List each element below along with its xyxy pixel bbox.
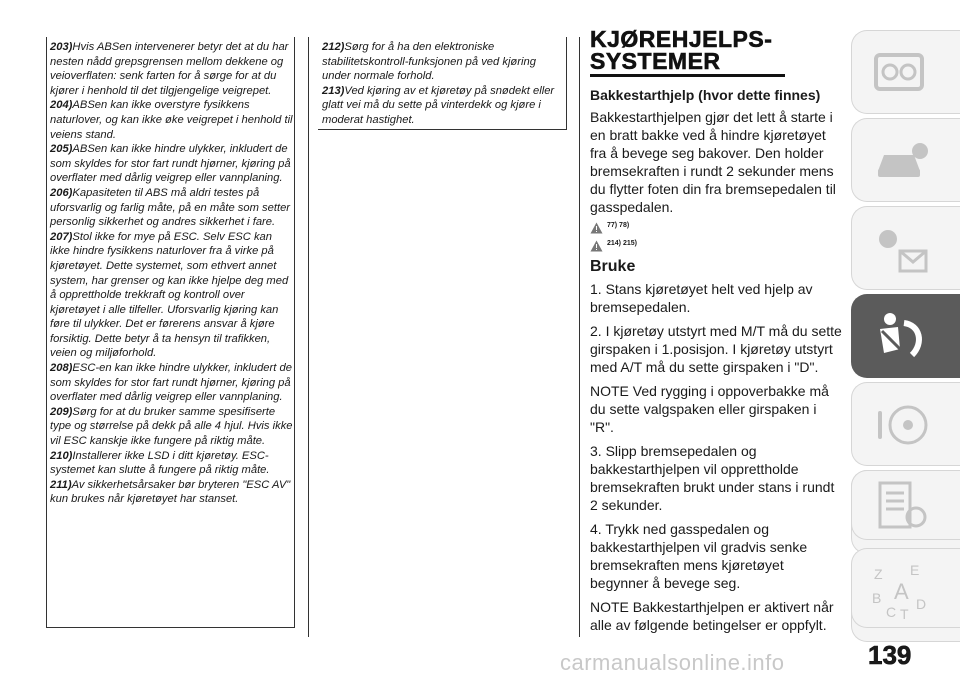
tab-driving[interactable]: [851, 382, 960, 466]
step-2: 2. I kjøretøy utstyrt med M/T må du sette girspaken i 1.posisjon. I kjøretøy utstyrt med A/T må du sette girspaken i "D".: [590, 323, 842, 375]
car-info-icon: [870, 133, 932, 189]
index-letter: Z: [874, 566, 883, 582]
step-4: 4. Trykk ned gasspedalen og bakkestarthjelpen vil gradvis senke bremsekraften mens kjøretøyet begynner å bevege seg.: [590, 521, 808, 591]
warnings-column-2: [322, 40, 565, 128]
technical-data-icon: [870, 479, 932, 535]
page-number: 139: [868, 640, 912, 670]
title-rule: [590, 74, 785, 77]
column-divider: [579, 37, 580, 637]
note-2: NOTE Bakkestarthjelpen er aktivert når alle av følgende betingelser er oppfylt.: [590, 599, 834, 633]
tab-index[interactable]: [851, 548, 960, 628]
seatbelt-airbag-icon: [870, 309, 932, 365]
intro-paragraph: Bakkestarthjelpen gjør det lett å starte i en bratt bakke ved å hindre kjøretøyet fra å bevege seg bakover. Den holder bremsekraften i rundt 2 sekunder mens du flytter foten din fra bremsepedalen til gasspedalen.: [590, 109, 836, 215]
warning-item: 206)Kapasiteten til ABS må aldri testes på uforsvarlig og farlig måte, på en måte som setter personlig sikkerhet og andres sikkerhet i fare.: [50, 186, 291, 229]
warning-item: 209)Sørg for at du bruker samme spesifiserte type og størrelse på dekk på alle 4 hjul. Hvis ikke vil ESC kanskje ikke fungere på riktig måte.: [50, 405, 293, 448]
step-3: 3. Slipp bremsepedalen og bakkestarthjelpen vil opprettholde bremsekraften brukt under stans i rundt 2 sekunder.: [590, 443, 835, 513]
section-subtitle: Bakkestarthjelp (hvor dette finnes): [590, 87, 821, 103]
index-letter: C: [886, 604, 897, 619]
driving-assist-section: [590, 28, 842, 640]
warning-triangle-icon: [590, 222, 603, 234]
index-letter: A: [894, 579, 909, 604]
warning-item: 212)Sørg for å ha den elektroniske stabilitetskontroll-funksjonen på ved kjøring under normale forhold.: [322, 41, 536, 83]
warning-item: 205)ABSen kan ikke hindre ulykker, inkludert de som skyldes for stor fart rundt hjørner, kjøring på overflater med dårlig veigrep eller vannplaning.: [50, 143, 291, 185]
tab-technical-data[interactable]: [851, 470, 960, 540]
note-1: NOTE Ved rygging i oppoverbakke må du sette valgspaken eller girspaken i "R".: [590, 383, 829, 435]
warning-item: 210)Installerer ikke LSD i ditt kjøretøy. ESC-systemet kan slutte å fungere på riktig måte.: [50, 449, 270, 477]
tab-car-info[interactable]: [851, 118, 960, 202]
tab-dashboard[interactable]: [851, 30, 960, 114]
index-letter: D: [916, 596, 927, 612]
warning-item: 213)Ved kjøring av et kjøretøy på snødekt eller glatt vei må du sette på vinterdekk og kjøre i moderat hastighet.: [322, 84, 555, 126]
index-letter: T: [900, 606, 909, 619]
warning-item: 211)Av sikkerhetsårsaker bør bryteren "ESC AV" kun brukes når kjøretøyet har stanset.: [50, 478, 291, 506]
light-signal-icon: [870, 221, 932, 277]
tab-safety[interactable]: [851, 294, 960, 378]
warning-item: 203)Hvis ABSen intervenerer betyr det at du har nesten nådd grepsgrensen mellom dekkene og veioverflaten: senk farten for å sørge for at du kjører i henhold til det tilgjengelige veigrepet.: [50, 41, 289, 97]
reference-77-78: 77) 78): [590, 222, 842, 234]
index-letter: B: [872, 590, 882, 606]
section-title: KJØREHJELPS- SYSTEMER: [590, 26, 773, 74]
tab-lights[interactable]: [851, 206, 960, 290]
index-letter: E: [910, 563, 920, 578]
warnings-column-1: [50, 40, 294, 507]
use-heading: Bruke: [590, 258, 636, 275]
warning-item: 208)ESC-en kan ikke hindre ulykker, inkludert de som skyldes for stor fart rundt hjørner, kjøring på overflater med dårlig veigrep eller vannplaning.: [50, 362, 292, 404]
warning-item: 207)Stol ikke for mye på ESC. Selv ESC kan ikke hindre fysikkens naturlover fra å virke på kjøretøyet. Dette systemet, som ethvert annet system, har grenser og kan ikke hjelpe deg med å opprettholde trekkraft og kontroll over kjøretøyet i alle tilfeller. Uforsvarlig kjøring kan føre til ulykker. Det er førerens ansvar å kjøre forsiktig. Dette betyr å ta hensyn til trafikken, veien og miljøforhold.: [50, 230, 289, 360]
warning-item: 204)ABSen kan ikke overstyre fysikkens naturlover, og kan ikke øke veigrepet i henhold til veiens stand.: [50, 99, 293, 141]
warning-triangle-icon: [590, 240, 603, 252]
step-1: 1. Stans kjøretøyet helt ved hjelp av bremsepedalen.: [590, 281, 813, 315]
index-alphabet-icon: [870, 563, 932, 619]
steering-wheel-icon: [870, 397, 932, 453]
column-divider: [308, 37, 309, 637]
car-dashboard-icon: [870, 45, 932, 101]
watermark: carmanualsonline.info: [560, 650, 785, 675]
reference-214-215: 214) 215): [590, 240, 842, 252]
